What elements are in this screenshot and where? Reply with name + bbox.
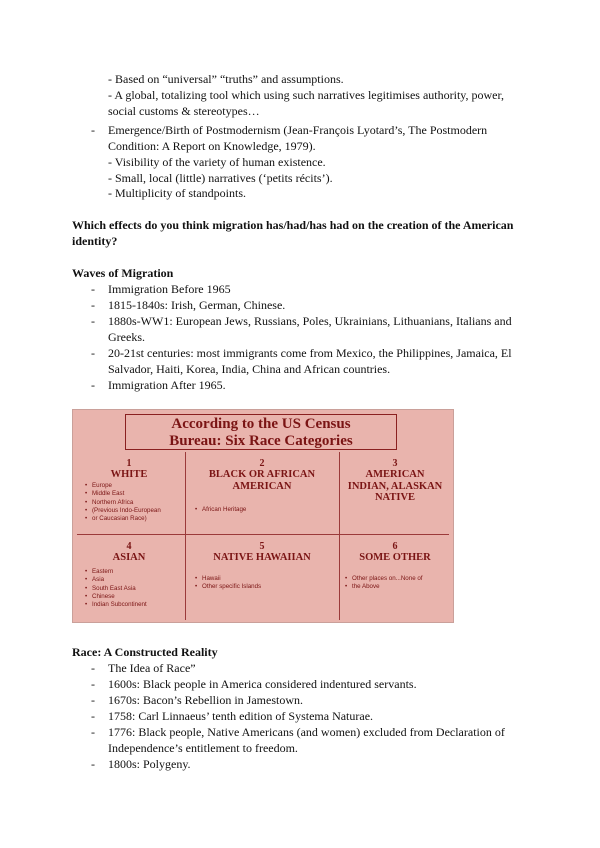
list-item: • Chinese xyxy=(85,593,185,601)
sub-line: - Multiplicity of standpoints. xyxy=(108,186,246,200)
sub-line: - A global, totalizing tool which using such narratives legitimises authority, power, xyxy=(108,88,505,102)
section-heading-waves: Waves of Migration xyxy=(72,266,174,280)
list-item: Immigration After 1965. xyxy=(108,378,226,392)
list-item-cont: Greeks. xyxy=(108,330,145,344)
cell-name: SOME OTHER xyxy=(359,552,431,563)
bullet-dash: - xyxy=(91,378,95,392)
cell-list xyxy=(85,482,185,523)
bullet-dash: - xyxy=(91,661,95,675)
bullet-dash: - xyxy=(91,314,95,328)
cell-name: AMERICAN xyxy=(232,480,292,492)
figure-title-line: Bureau: Six Race Categories xyxy=(169,433,353,449)
cell-name: AMERICAN xyxy=(365,469,425,480)
question-line: identity? xyxy=(72,234,118,248)
bullet-dash: - xyxy=(91,282,95,296)
bullet-dash: - xyxy=(91,346,95,360)
list-item: • Other places on...None of xyxy=(345,575,449,583)
census-cell-asian xyxy=(77,541,181,564)
cell-number: 2 xyxy=(259,458,265,469)
census-cell-american-indian xyxy=(341,458,449,504)
cell-name: NATIVE HAWAIIAN xyxy=(213,552,311,563)
cell-name: ASIAN xyxy=(112,552,146,563)
list-item: 1670s: Bacon’s Rebellion in Jamestown. xyxy=(108,693,303,707)
list-item: 20-21st centuries: most immigrants come from Mexico, the Philippines, Jamaica, El xyxy=(108,346,512,360)
list-item: 1776: Black people, Native Americans (and women) excluded from Declaration of xyxy=(108,725,505,739)
bullet-line: Condition: A Report on Knowledge, 1979). xyxy=(108,139,316,153)
grid-divider xyxy=(339,452,340,620)
list-item: • Asia xyxy=(85,576,185,584)
list-item: • Eastern xyxy=(85,568,185,576)
bullet-dash: - xyxy=(91,677,95,691)
cell-name: NATIVE xyxy=(374,492,416,503)
list-item-text: the Above xyxy=(352,583,380,591)
list-item: • African Heritage xyxy=(195,506,335,514)
list-item: • Other specific Islands xyxy=(195,583,335,591)
cell-list xyxy=(195,575,335,592)
list-item: • Hawaii xyxy=(195,575,335,583)
cell-number: 3 xyxy=(392,458,398,469)
figure-title xyxy=(125,414,397,450)
list-item: 1815-1840s: Irish, German, Chinese. xyxy=(108,298,286,312)
grid-divider xyxy=(77,534,449,535)
bullet-dash: - xyxy=(91,757,95,771)
cell-list xyxy=(195,506,335,514)
cell-list xyxy=(85,568,185,609)
cell-number: 6 xyxy=(392,541,398,552)
sub-line: - Visibility of the variety of human existence. xyxy=(108,155,326,169)
question-line: Which effects do you think migration has/had/has had on the creation of the American xyxy=(72,218,514,232)
sub-line: - Small, local (little) narratives (‘petits récits’). xyxy=(108,171,333,185)
list-item: • Indian Subcontinent xyxy=(85,601,185,609)
list-item: • Middle East xyxy=(85,490,185,498)
bullet-dash: - xyxy=(91,123,95,137)
cell-list xyxy=(345,575,449,592)
census-race-figure xyxy=(72,409,454,623)
figure-title-line: According to the US Census xyxy=(171,416,351,432)
cell-name: BLACK OR AFRICAN xyxy=(208,469,316,480)
census-cell-black xyxy=(187,458,337,492)
list-item: • South East Asia xyxy=(85,585,185,593)
bullet-line: Emergence/Birth of Postmodernism (Jean-François Lyotard’s, The Postmodern xyxy=(108,123,488,137)
list-item: • Europe xyxy=(85,482,185,490)
cell-name: WHITE xyxy=(110,469,148,480)
list-item-text: or Caucasian Race) xyxy=(92,515,147,523)
list-item-cont: Independence’s entitlement to freedom. xyxy=(108,741,298,755)
census-cell-native-hawaiian xyxy=(187,541,337,564)
grid-divider xyxy=(185,452,186,620)
list-item-cont: Salvador, Haiti, Korea, India, China and African countries. xyxy=(108,362,391,376)
cell-number: 4 xyxy=(126,541,132,552)
section-heading-race: Race: A Constructed Reality xyxy=(72,645,218,659)
list-item: Immigration Before 1965 xyxy=(108,282,231,296)
list-item: • (Previous Indo-European xyxy=(85,507,185,515)
list-item: 1600s: Black people in America considered indentured servants. xyxy=(108,677,417,691)
census-cell-white xyxy=(77,458,181,481)
census-cell-some-other xyxy=(341,541,449,564)
sub-line: social customs & stereotypes… xyxy=(108,104,260,118)
list-item-cont xyxy=(85,515,185,523)
bullet-dash: - xyxy=(91,693,95,707)
cell-number: 1 xyxy=(126,458,132,469)
bullet-dash: - xyxy=(91,709,95,723)
list-item-cont xyxy=(345,583,449,591)
list-item: 1758: Carl Linnaeus’ tenth edition of Systema Naturae. xyxy=(108,709,374,723)
list-item: • Northern Africa xyxy=(85,499,185,507)
list-item: The Idea of Race” xyxy=(108,661,196,675)
list-item: 1880s-WW1: European Jews, Russians, Poles, Ukrainians, Lithuanians, Italians and xyxy=(108,314,512,328)
bullet-dash: - xyxy=(91,298,95,312)
bullet-dash: - xyxy=(91,725,95,739)
cell-name: INDIAN, ALASKAN xyxy=(347,480,443,492)
sub-line: - Based on “universal” “truths” and assumptions. xyxy=(108,72,344,86)
list-item: 1800s: Polygeny. xyxy=(108,757,191,771)
cell-number: 5 xyxy=(259,541,265,552)
